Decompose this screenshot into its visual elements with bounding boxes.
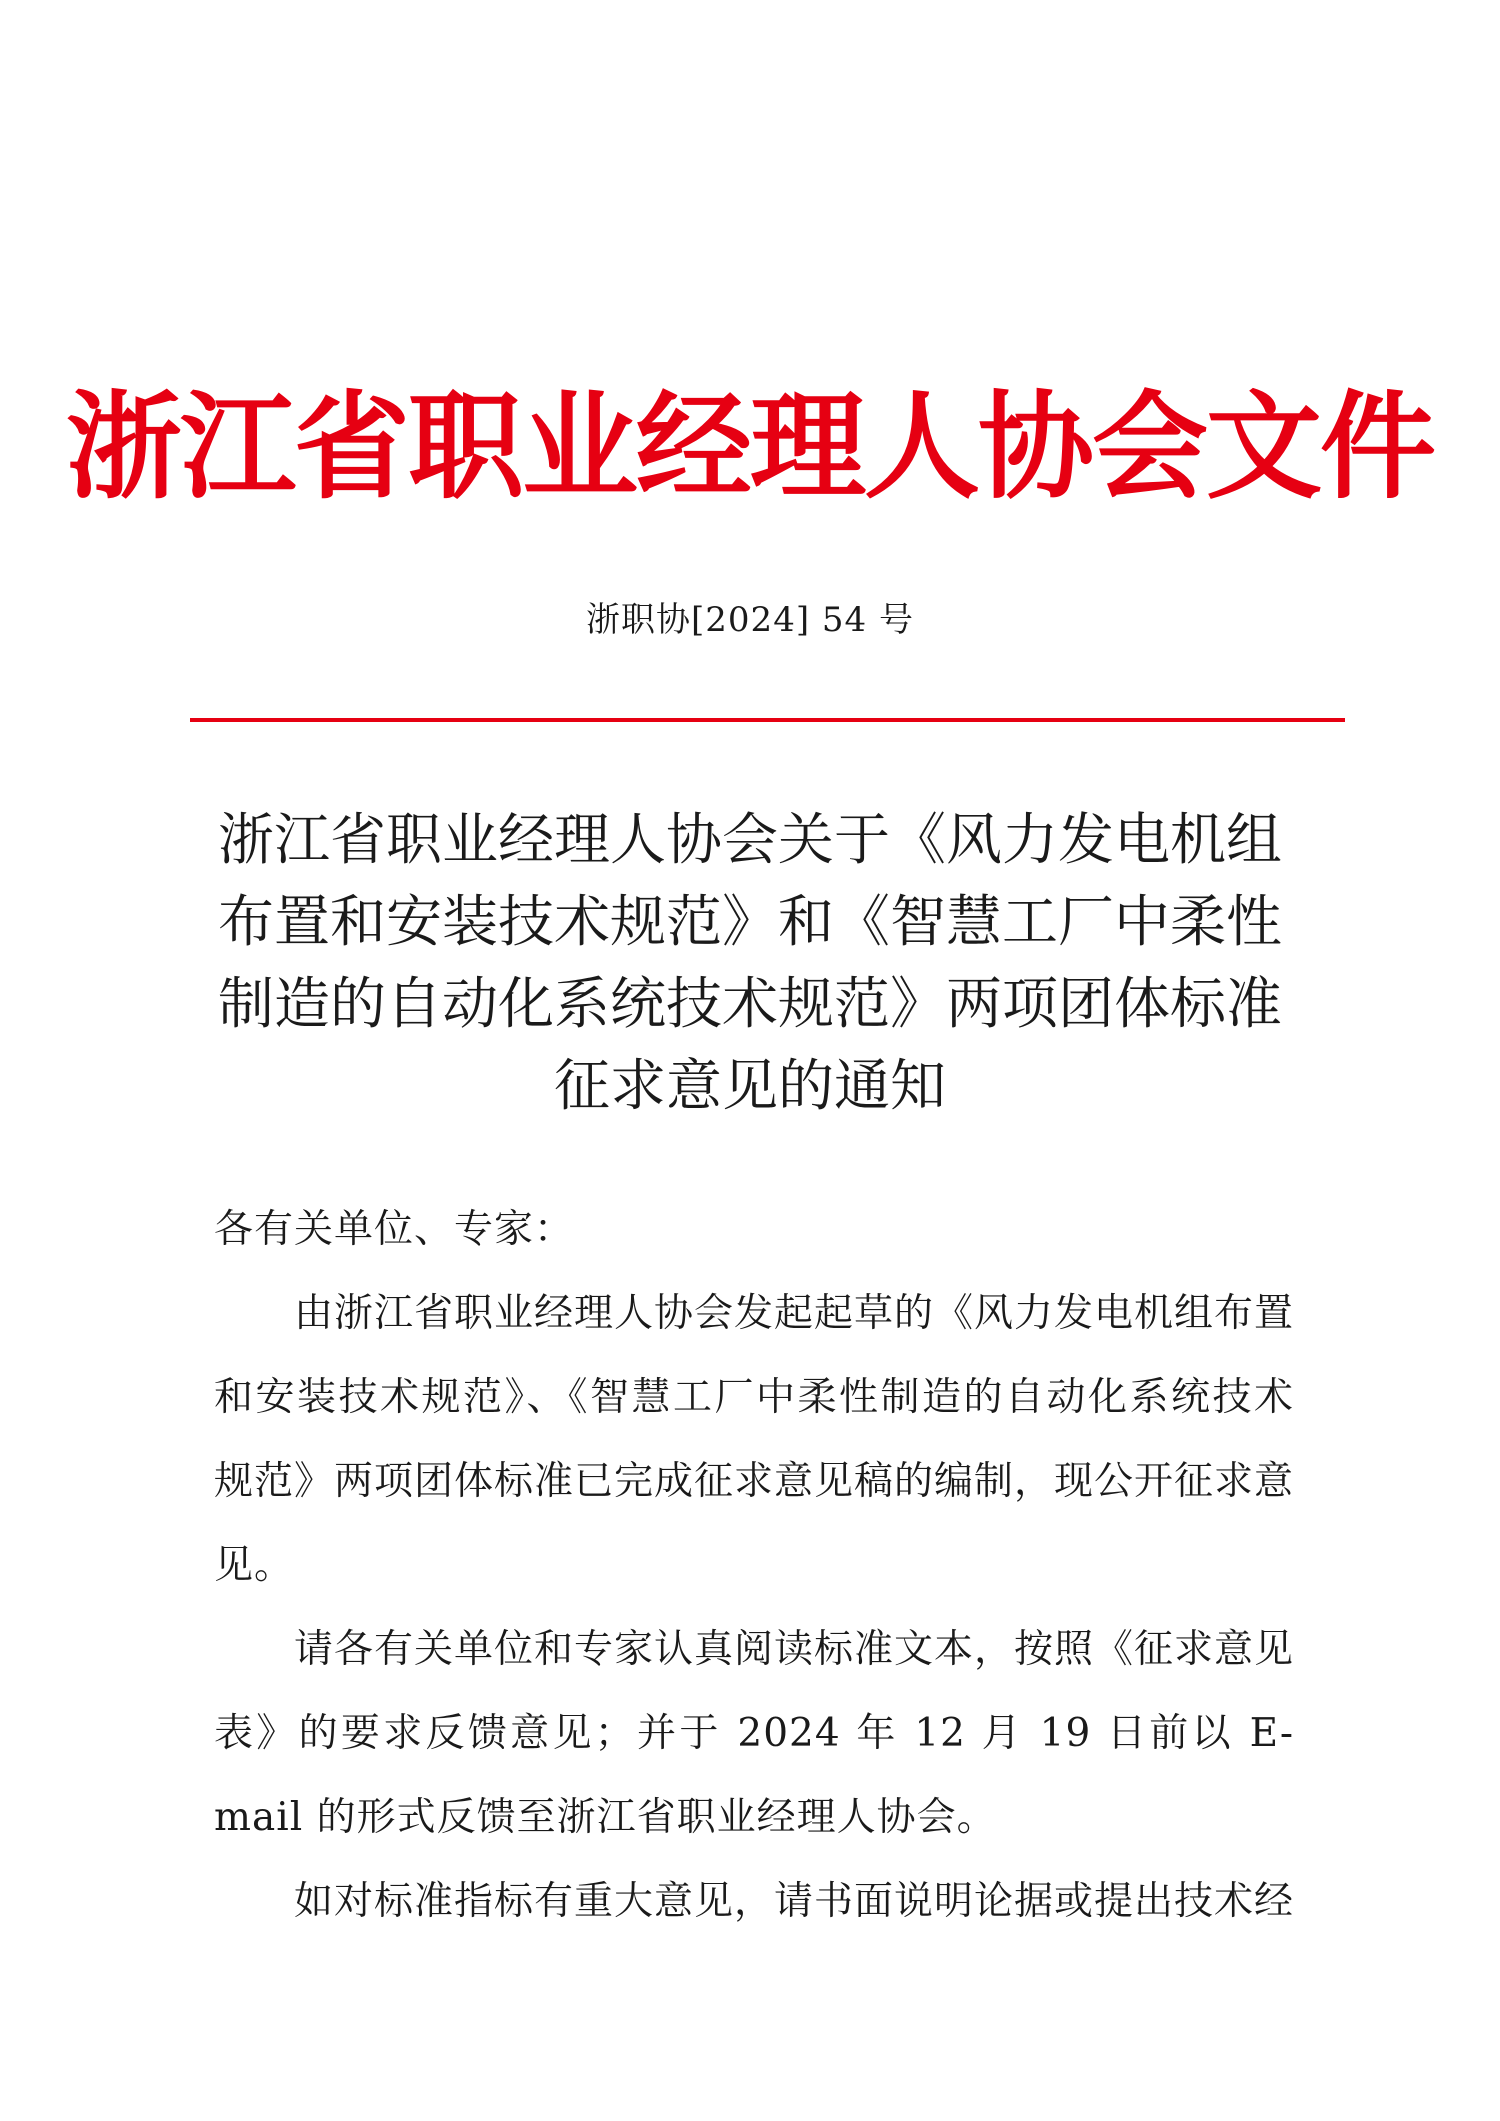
notice-title-line: 布置和安装技术规范》和《智慧工厂中柔性	[218, 890, 1282, 955]
salutation: 各有关单位、专家：	[214, 1207, 575, 1252]
body-paragraph: 如对标准指标有重大意见，请书面说明论据或提出技术经	[294, 1879, 1295, 1924]
notice-title-line: 制造的自动化系统技术规范》两项团体标准	[218, 972, 1282, 1037]
notice-title	[200, 800, 1300, 1128]
body-paragraph: 由浙江省职业经理人协会发起起草的《风力发电机组布置和安装技术规范》、《智慧工厂中柔性制造的自动化系统技术规范》两项团体标准已完成征求意见稿的编制，现公开征求意见。	[214, 1291, 1295, 1588]
red-divider-line	[190, 718, 1345, 722]
body-paragraph: 请各有关单位和专家认真阅读标准文本，按照《征求意见表》的要求反馈意见；并于 2024 年 12 月 19 日前以 E-mail 的形式反馈至浙江省职业经理人协会。	[214, 1627, 1295, 1840]
notice-title-line: 浙江省职业经理人协会关于《风力发电机组	[218, 808, 1282, 873]
masthead-title: 浙江省职业经理人协会文件	[66, 380, 1434, 515]
document-number: 浙职协[2024] 54 号	[586, 600, 914, 640]
notice-title-line: 征求意见的通知	[554, 1054, 946, 1119]
notice-body	[214, 1188, 1294, 1944]
